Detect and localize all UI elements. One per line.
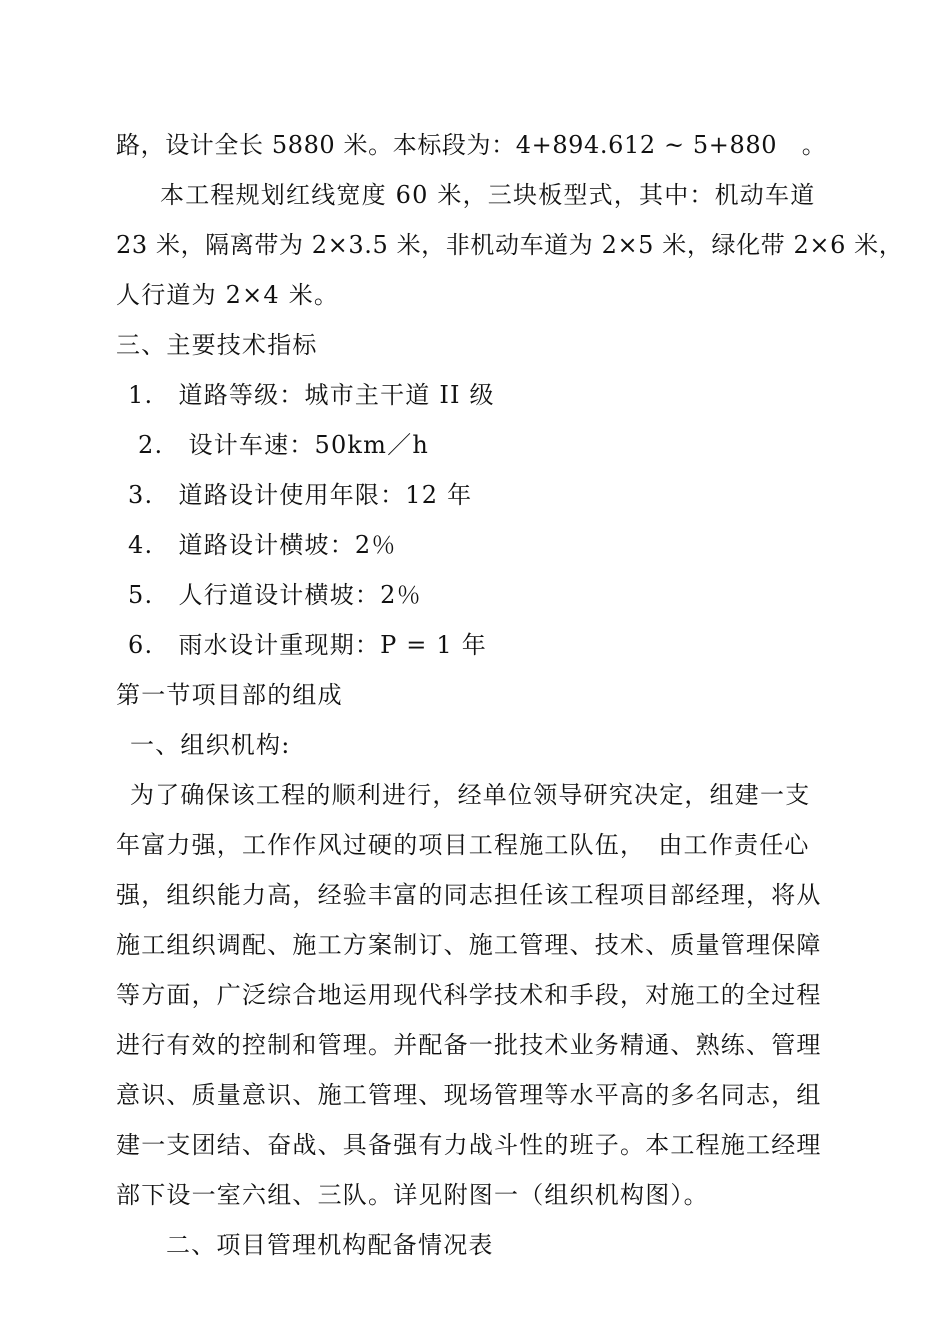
paragraph-line-2: 本工程规划红线宽度 60 米，三块板型式，其中：机动车道 [160, 181, 816, 209]
section-title-project-department: 第一节项目部的组成 [116, 681, 343, 709]
paragraph-line-12: 建一支团结、奋战、具备强有力战斗性的班子。本工程施工经理 [116, 1131, 822, 1159]
list-item-2: 2. 设计车速：50km／h [138, 431, 429, 459]
subsection-heading-management-table: 二、项目管理机构配备情况表 [166, 1231, 494, 1259]
paragraph-line-11: 意识、质量意识、施工管理、现场管理等水平高的多名同志，组 [116, 1081, 822, 1109]
list-item-3: 3. 道路设计使用年限：12 年 [128, 481, 473, 509]
paragraph-line-10: 进行有效的控制和管理。并配备一批技术业务精通、熟练、管理 [116, 1031, 822, 1059]
paragraph-line-6: 年富力强，工作作风过硬的项目工程施工队伍， 由工作责任心 [116, 831, 810, 859]
subsection-heading-organization: 一、组织机构: [130, 731, 291, 759]
list-item-4: 4. 道路设计横坡：2％ [128, 531, 397, 559]
paragraph-line-4: 人行道为 2×4 米。 [116, 281, 340, 309]
paragraph-line-13: 部下设一室六组、三队。详见附图一（组织机构图）。 [116, 1181, 709, 1209]
paragraph-line-9: 等方面，广泛综合地运用现代科学技术和手段，对施工的全过程 [116, 981, 822, 1009]
list-item-6: 6. 雨水设计重现期：P = 1 年 [128, 631, 487, 659]
list-item-1: 1. 道路等级：城市主干道 II 级 [128, 381, 495, 409]
paragraph-line-8: 施工组织调配、施工方案制订、施工管理、技术、质量管理保障 [116, 931, 822, 959]
paragraph-line-1: 路，设计全长 5880 米。本标段为：4+894.612 ~ 5+880 。 [116, 131, 827, 159]
section-heading-tech-indicators: 三、主要技术指标 [116, 331, 318, 359]
paragraph-line-3: 23 米，隔离带为 2×3.5 米，非机动车道为 2×5 米，绿化带 2×6 米， [116, 231, 904, 259]
paragraph-line-5: 为了确保该工程的顺利进行，经单位领导研究决定，组建一支 [130, 781, 811, 809]
paragraph-line-7: 强，组织能力高，经验丰富的同志担任该工程项目部经理，将从 [116, 881, 822, 909]
list-item-5: 5. 人行道设计横坡：2％ [128, 581, 422, 609]
